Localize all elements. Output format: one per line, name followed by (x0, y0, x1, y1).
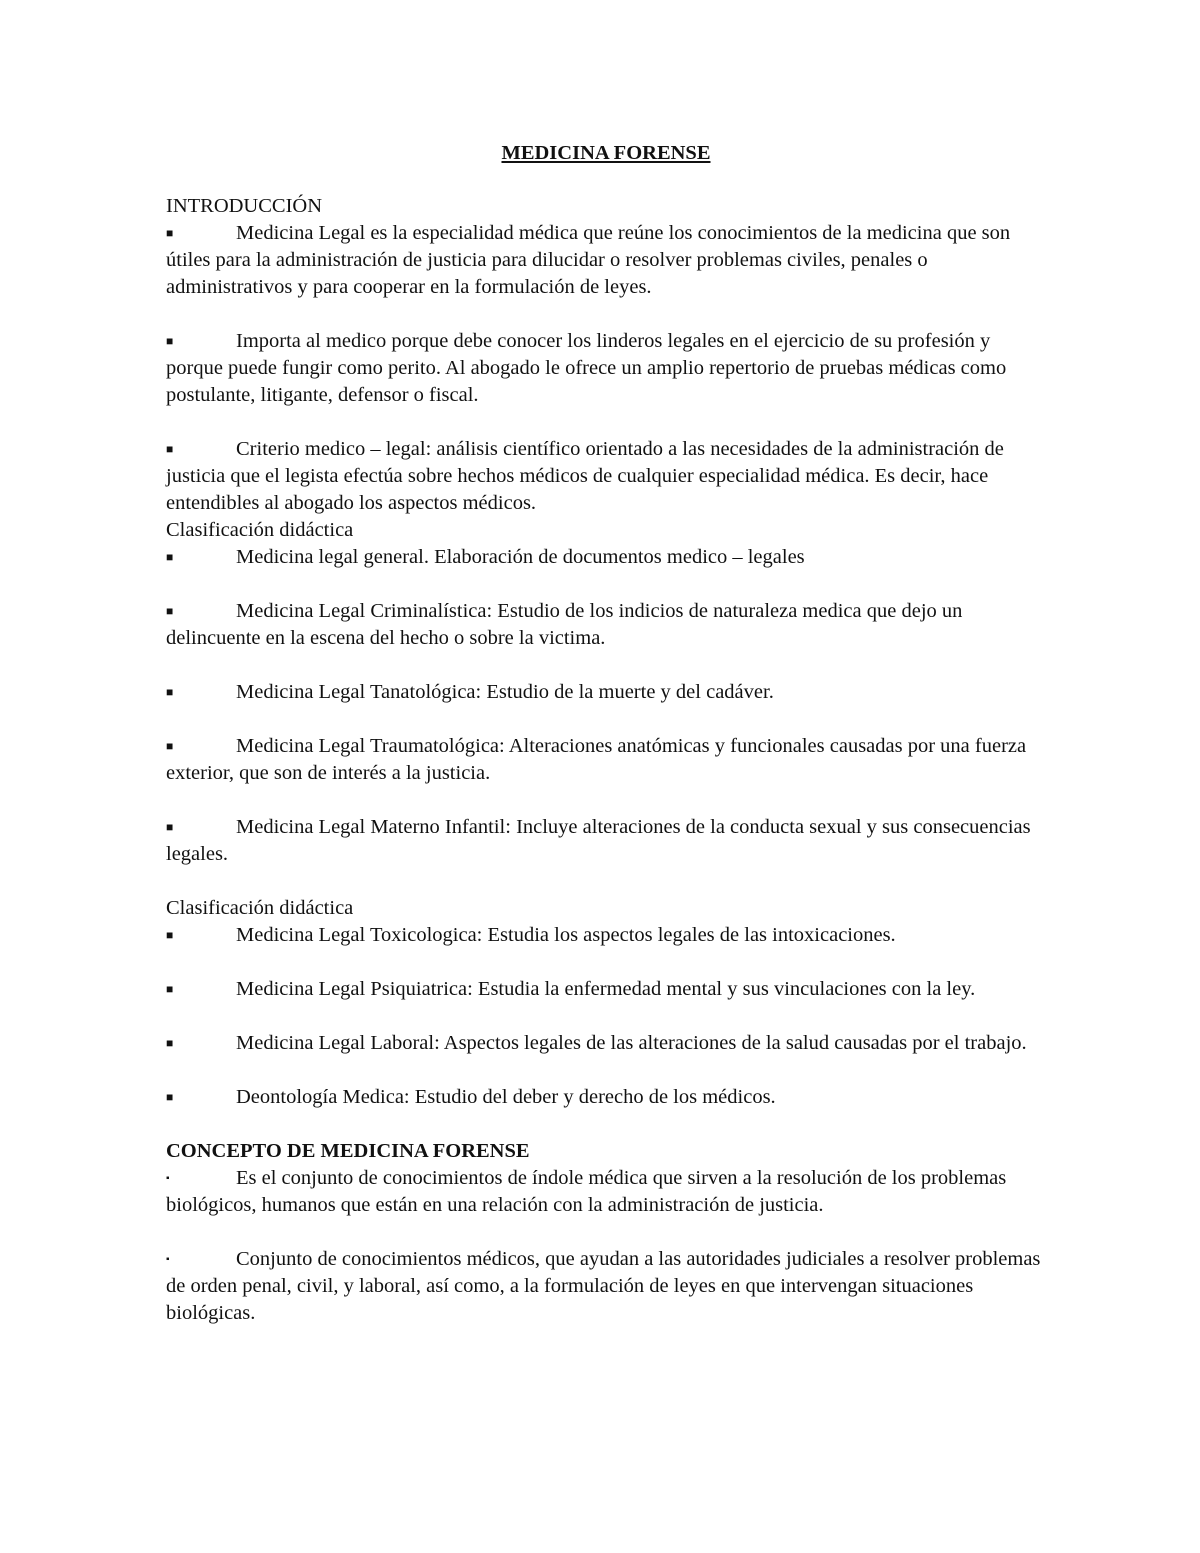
list-item: ■ Medicina Legal Tanatológica: Estudio de la muerte y del cadáver. (166, 679, 1046, 706)
section-heading-clasificacion-2: Clasificación didáctica (166, 897, 354, 919)
square-bullet-icon: ■ (166, 334, 174, 348)
list-item: ▪ Es el conjunto de conocimientos de índole médica que sirven a la resolución de los problemas biológicos, humanos que están en una relación con la administración de justicia. (166, 1167, 1007, 1216)
small-square-bullet-icon: ▪ (166, 1173, 170, 1184)
list-item: ■ Importa al medico porque debe conocer los linderos legales en el ejercicio de su profesión y porque puede fungir como perito. Al abogado le ofrece un amplio repertorio de pruebas médicas como postulante, litigante, defensor o fiscal. (166, 330, 1007, 406)
square-bullet-icon: ■ (166, 739, 174, 753)
list-item: ■ Deontología Medica: Estudio del deber y derecho de los médicos. (166, 1084, 1046, 1111)
list-item: ■ Medicina Legal es la especialidad médica que reúne los conocimientos de la medicina que son útiles para la administración de justicia para dilucidar o resolver problemas civiles, penales o administrativos y para cooperar en la formulación de leyes. (166, 222, 1011, 298)
section-heading-clasificacion: Clasificación didáctica (166, 519, 354, 541)
section-heading-concepto: CONCEPTO DE MEDICINA FORENSE (166, 1140, 530, 1162)
document-page (166, 140, 1046, 1327)
list-item: ■ Criterio medico – legal: análisis científico orientado a las necesidades de la administración de justicia que el legista efectúa sobre hechos médicos de cualquier especialidad médica. Es decir, hace entendibles al abogado los aspectos médicos. (166, 438, 1004, 514)
list-item: ■ Medicina Legal Toxicologica: Estudia los aspectos legales de las intoxicaciones. (166, 922, 1046, 949)
square-bullet-icon: ■ (166, 685, 174, 699)
list-item: ■ Medicina Legal Traumatológica: Alteraciones anatómicas y funcionales causadas por una fuerza exterior, que son de interés a la justicia. (166, 735, 1027, 784)
square-bullet-icon: ■ (166, 604, 174, 618)
list-item: ■ Medicina Legal Laboral: Aspectos legales de las alteraciones de la salud causadas por el trabajo. (166, 1030, 1046, 1057)
square-bullet-icon: ■ (166, 928, 174, 942)
list-item: ■ Medicina Legal Criminalística: Estudio de los indicios de naturaleza medica que dejo un delincuente en la escena del hecho o sobre la victima. (166, 600, 963, 649)
list-item: ■ Medicina legal general. Elaboración de documentos medico – legales (166, 544, 1046, 571)
list-item: ■ Medicina Legal Psiquiatrica: Estudia la enfermedad mental y sus vinculaciones con la ley. (166, 976, 1046, 1003)
square-bullet-icon: ■ (166, 226, 174, 240)
square-bullet-icon: ■ (166, 1036, 174, 1050)
list-item: ■ Medicina Legal Materno Infantil: Incluye alteraciones de la conducta sexual y sus consecuencias legales. (166, 816, 1031, 865)
square-bullet-icon: ■ (166, 820, 174, 834)
small-square-bullet-icon: ▪ (166, 1254, 170, 1265)
square-bullet-icon: ■ (166, 550, 174, 564)
document-title: MEDICINA FORENSE (501, 142, 711, 164)
square-bullet-icon: ■ (166, 1090, 174, 1104)
square-bullet-icon: ■ (166, 442, 174, 456)
list-item: ▪ Conjunto de conocimientos médicos, que ayudan a las autoridades judiciales a resolver problemas de orden penal, civil, y laboral, así como, a la formulación de leyes en que intervengan situaciones biológicas. (166, 1248, 1041, 1324)
section-heading-introduccion: INTRODUCCIÓN (166, 195, 323, 217)
square-bullet-icon: ■ (166, 982, 174, 996)
